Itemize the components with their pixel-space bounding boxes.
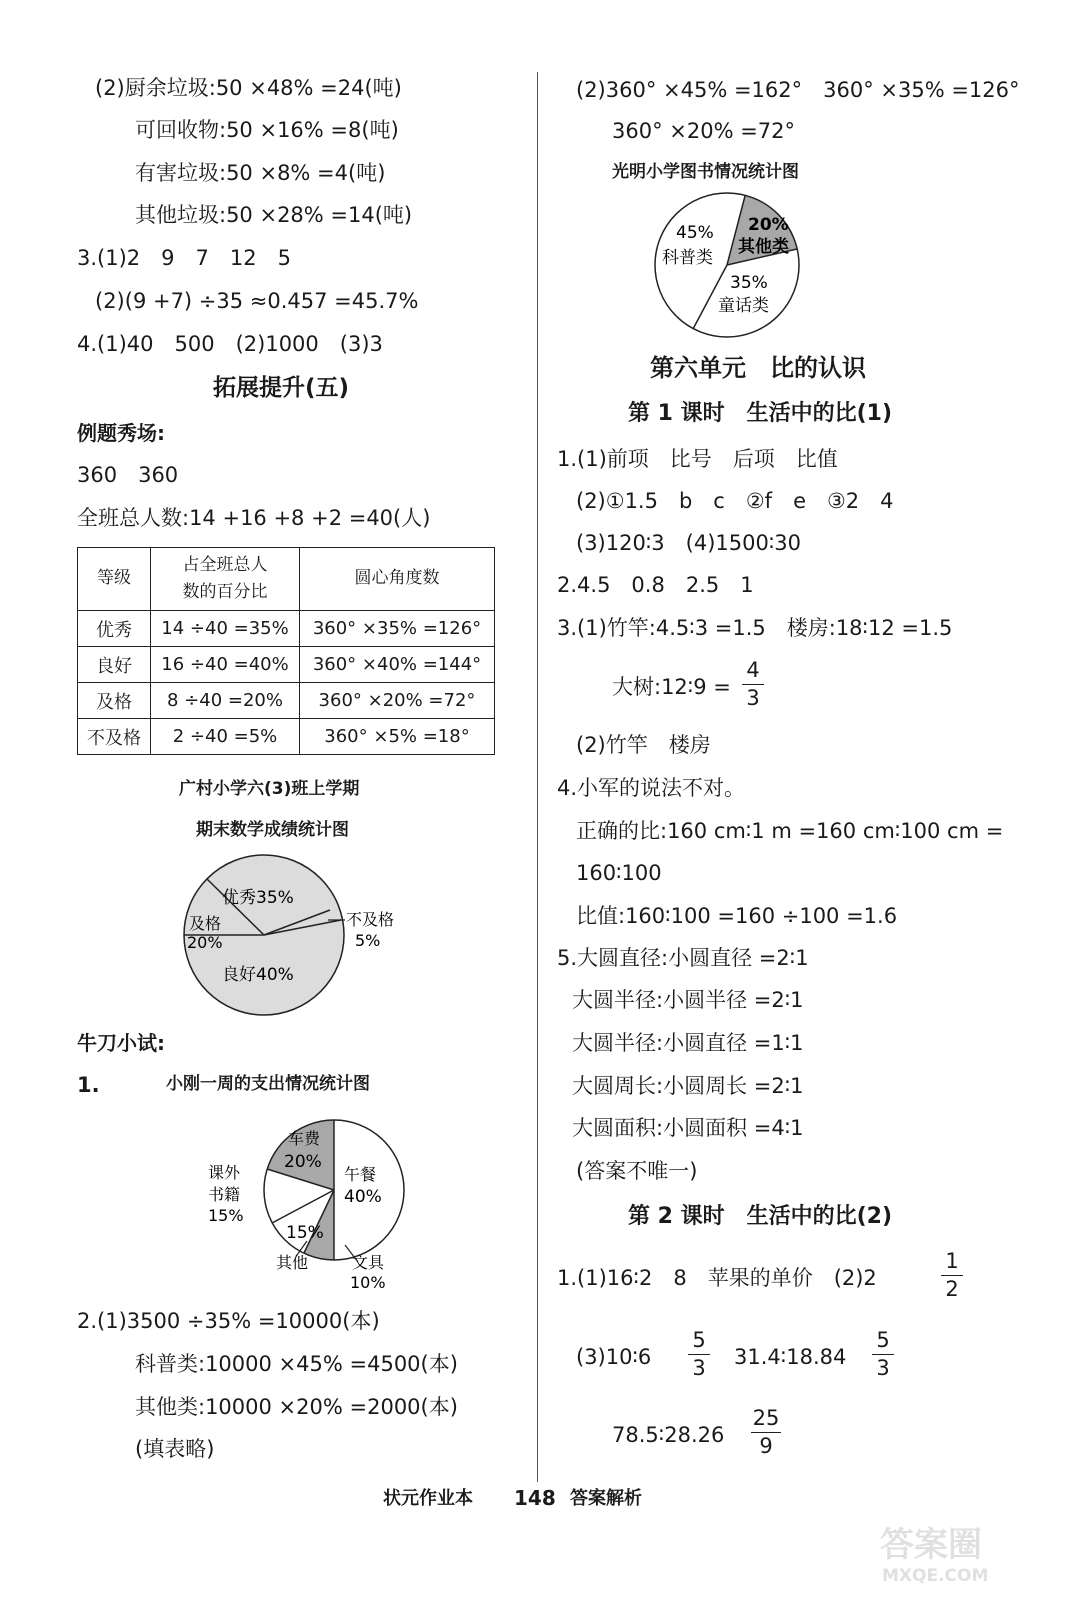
chart2-label: 40% (344, 1187, 382, 1207)
right-line-18: 大圆面积:小圆面积 =4∶1 (572, 1116, 804, 1140)
chart1-label: 5% (355, 931, 381, 950)
right-line-23: 78.5∶28.26 (612, 1423, 725, 1447)
right-line-2: 360° ×20% =72° (612, 119, 796, 143)
chart3-label: 童话类 (718, 296, 769, 316)
trial-label: 牛刀小试: (77, 1031, 165, 1055)
left-line-2: 可回收物:50 ×16% =8(吨) (135, 118, 399, 142)
chart2-pie (200, 1110, 400, 1290)
table-header-text: 数的百分比 (182, 582, 268, 602)
denominator: 3 (692, 1356, 706, 1380)
chart2-label: 15% (286, 1223, 324, 1243)
right-line-7: 3.(1)竹竿:4.5∶3 =1.5 楼房:18∶12 =1.5 (557, 616, 953, 640)
left-line-6: (2)(9 +7) ÷35 ≈0.457 =45.7% (95, 289, 419, 313)
right-line-8: 大树:12∶9 = (612, 675, 731, 699)
chart1-title-line1: 广村小学六(3)班上学期 (179, 779, 360, 799)
fraction-5-3 (688, 1330, 710, 1379)
chart3-label: 35% (730, 273, 768, 293)
chart2-label: 文具 (352, 1253, 385, 1272)
table-cell: 优秀 (78, 611, 151, 647)
right-line-3: 1.(1)前项 比号 后项 比值 (557, 447, 838, 471)
page-number: 148 (514, 1486, 556, 1510)
table-cell: 不及格 (78, 719, 151, 755)
denominator: 2 (945, 1277, 959, 1301)
footer-section-name: 答案解析 (570, 1488, 642, 1509)
fraction-5-3 (872, 1330, 894, 1379)
left-q2-line-2: 科普类:10000 ×45% =4500(本) (135, 1352, 458, 1376)
table-header-text: 占全班总人 (182, 554, 268, 575)
chart2-label: 书籍 (208, 1185, 241, 1204)
right-line-14: 5.大圆直径:小圆直径 =2∶1 (557, 946, 809, 970)
numerator: 4 (746, 658, 760, 682)
column-divider (537, 72, 538, 1482)
table-row (78, 719, 495, 755)
chart3-pie (650, 193, 810, 343)
chart2-label: 车费 (288, 1129, 321, 1148)
table-header-cell: 圆心角度数 (300, 548, 495, 611)
chart2-label: 10% (350, 1273, 386, 1292)
question-1-number: 1. (77, 1073, 100, 1097)
table-cell: 16 ÷40 =40% (151, 647, 300, 683)
fraction-bar (688, 1354, 710, 1355)
table-cell: 360° ×40% =144° (300, 647, 495, 683)
denominator: 3 (746, 686, 760, 710)
lesson-2-title: 第 2 课时 生活中的比(2) (628, 1204, 893, 1229)
table-row (78, 683, 495, 719)
table-header-row (78, 548, 495, 611)
right-line-17: 大圆周长:小圆周长 =2∶1 (572, 1074, 804, 1098)
right-line-6: 2.4.5 0.8 2.5 1 (557, 573, 754, 597)
left-line-8: 360 360 (77, 463, 179, 487)
chart1-label: 20% (187, 933, 223, 952)
left-q2-line-4: (填表略) (135, 1437, 215, 1461)
lesson-1-title: 第 1 课时 生活中的比(1) (628, 401, 893, 426)
chart3-label: 其他类 (738, 237, 789, 257)
chart3-label: 科普类 (662, 248, 713, 268)
fraction-bar (872, 1354, 894, 1355)
chart1-label: 不及格 (346, 910, 395, 929)
table-row (78, 611, 495, 647)
table-header-cell: 等级 (78, 548, 151, 611)
left-line-7: 4.(1)40 500 (2)1000 (3)3 (77, 332, 383, 356)
right-line-11: 正确的比:160 cm∶1 m =160 cm∶100 cm = (576, 819, 1004, 843)
table-cell: 8 ÷40 =20% (151, 683, 300, 719)
left-line-3: 有害垃圾:50 ×8% =4(吨) (135, 161, 386, 185)
example-label: 例题秀场: (77, 421, 165, 445)
fraction-bar (751, 1432, 781, 1433)
numerator: 5 (692, 1328, 706, 1352)
left-line-1: (2)厨余垃圾:50 ×48% =24(吨) (95, 76, 402, 100)
watermark-text: 答案圈 (880, 1525, 982, 1565)
right-line-15: 大圆半径:小圆半径 =2∶1 (572, 988, 804, 1012)
left-q2-line-3: 其他类:10000 ×20% =2000(本) (135, 1395, 458, 1419)
fraction-bar (941, 1275, 963, 1276)
right-line-20: 1.(1)16∶2 8 苹果的单价 (2)2 (557, 1266, 877, 1290)
right-line-13: 比值:160∶100 =160 ÷100 =1.6 (576, 904, 898, 928)
right-line-9: (2)竹竿 楼房 (576, 733, 711, 757)
section-title: 拓展提升(五) (213, 375, 350, 401)
denominator: 9 (759, 1434, 773, 1458)
table-cell: 及格 (78, 683, 151, 719)
chart2-label: 15% (208, 1206, 244, 1225)
table-cell: 良好 (78, 647, 151, 683)
table-cell: 360° ×20% =72° (300, 683, 495, 719)
chart2-title: 小刚一周的支出情况统计图 (166, 1074, 370, 1094)
table-cell: 14 ÷40 =35% (151, 611, 300, 647)
right-line-12: 160∶100 (576, 861, 662, 885)
table-cell: 2 ÷40 =5% (151, 719, 300, 755)
right-line-4: (2)①1.5 b c ②f e ③2 4 (576, 489, 894, 513)
fraction-4-3 (742, 660, 764, 709)
chart2-label: 其他 (276, 1253, 309, 1272)
numerator: 1 (945, 1249, 959, 1273)
right-line-19: (答案不唯一) (576, 1159, 698, 1183)
left-q2-line-1: 2.(1)3500 ÷35% =10000(本) (77, 1309, 380, 1333)
right-line-16: 大圆半径:小圆直径 =1∶1 (572, 1031, 804, 1055)
numerator: 25 (752, 1406, 780, 1430)
watermark-logo (872, 1525, 1052, 1588)
chart3-title: 光明小学图书情况统计图 (612, 162, 799, 182)
right-line-1: (2)360° ×45% =162° 360° ×35% =126° (576, 78, 1020, 102)
chart1-label: 优秀35% (222, 888, 294, 908)
chart2-label: 课外 (208, 1163, 241, 1182)
right-line-5: (3)120∶3 (4)1500∶30 (576, 531, 802, 555)
chart3-label: 20% (748, 215, 789, 235)
fraction-1-2 (941, 1251, 963, 1300)
chart1-pie (170, 858, 410, 1018)
chart2-label: 午餐 (344, 1165, 377, 1184)
left-line-9: 全班总人数:14 +16 +8 +2 =40(人) (77, 506, 431, 530)
footer-book-name: 状元作业本 (383, 1488, 473, 1509)
table-header-cell (151, 548, 300, 611)
chart2-label: 20% (284, 1152, 322, 1172)
table-cell: 360° ×35% =126° (300, 611, 495, 647)
right-line-10: 4.小军的说法不对。 (557, 776, 746, 800)
chart3-label: 45% (676, 223, 714, 243)
grade-table (77, 547, 495, 755)
chart1-label: 良好40% (222, 965, 294, 985)
chart1-title-line2: 期末数学成绩统计图 (196, 820, 349, 840)
table-row (78, 647, 495, 683)
left-line-5: 3.(1)2 9 7 12 5 (77, 246, 291, 270)
table-cell: 360° ×5% =18° (300, 719, 495, 755)
right-line-21: (3)10∶6 (576, 1345, 652, 1369)
right-line-22: 31.4∶18.84 (734, 1345, 847, 1369)
denominator: 3 (876, 1356, 890, 1380)
left-line-4: 其他垃圾:50 ×28% =14(吨) (135, 203, 413, 227)
unit-title: 第六单元 比的认识 (650, 354, 866, 382)
watermark-url: MXQE.COM (882, 1566, 989, 1586)
fraction-bar (742, 684, 764, 685)
numerator: 5 (876, 1328, 890, 1352)
chart1-label: 及格 (189, 914, 222, 933)
fraction-25-9 (751, 1408, 781, 1457)
